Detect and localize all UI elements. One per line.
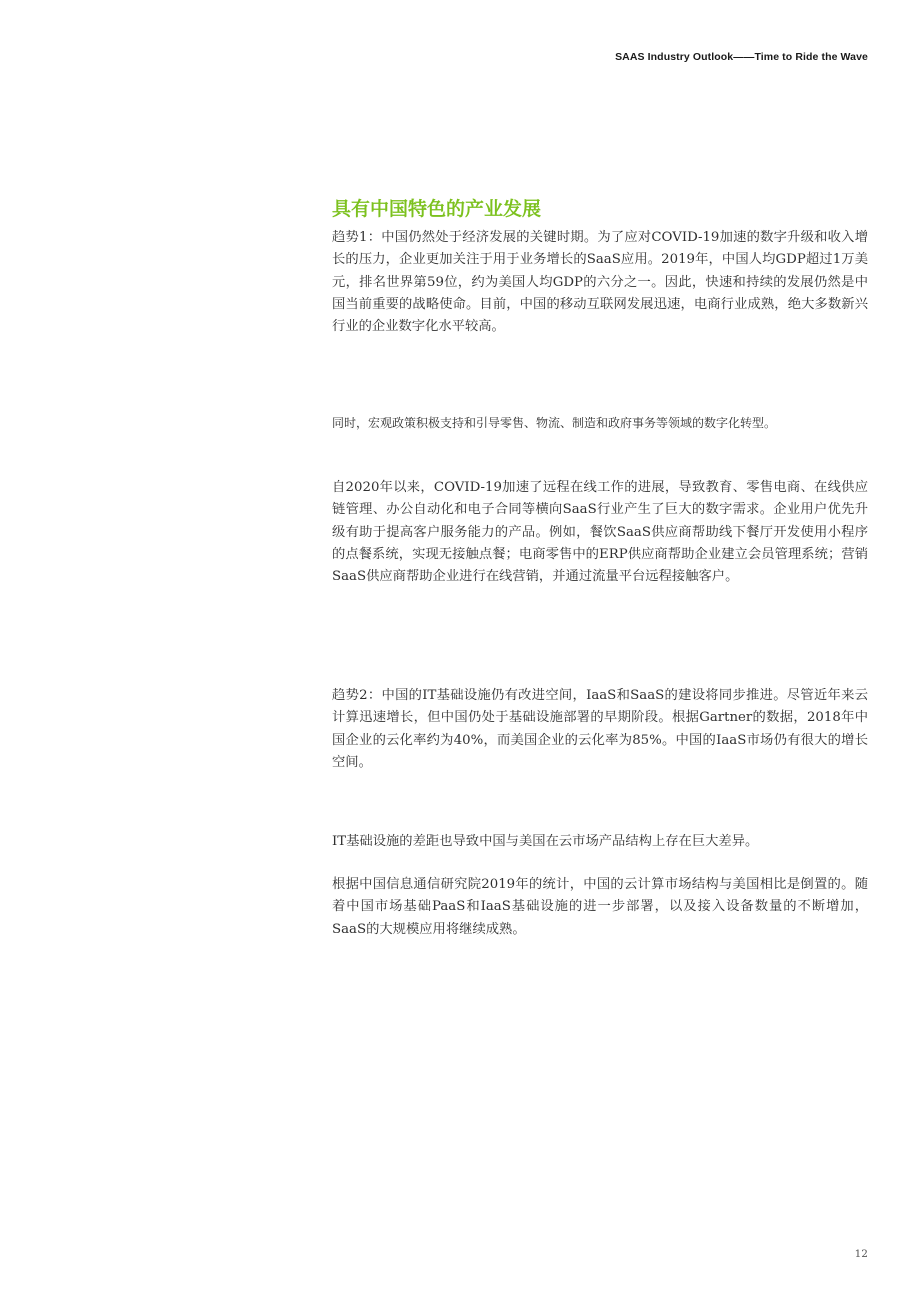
paragraph-trend-1: 趋势1：中国仍然处于经济发展的关键时期。为了应对COVID-19加速的数字升级和收入增长的压力，企业更加关注于用于业务增长的SaaS应用。2019年，中国人均GDP超过1万美元，排名世界第59位，约为美国人均GDP的六分之一。因此，快速和持续的发展仍然是中国当前重要的战略使命。目前，中国的移动互联网发展迅速，电商行业成熟，绝大多数新兴行业的企业数字化水平较高。: [332, 230, 868, 335]
paragraph-policy-support: 同时，宏观政策积极支持和引导零售、物流、制造和政府事务等领域的数字化转型。: [332, 416, 777, 430]
running-header: SAAS Industry Outlook——Time to Ride the Wave: [615, 51, 868, 63]
paragraph-covid-demand: 自2020年以来，COVID-19加速了远程在线工作的进展，导致教育、零售电商、在线供应链管理、办公自动化和电子合同等横向SaaS行业产生了巨大的数字需求。企业用户优先升级有助于提高客户服务能力的产品。例如，餐饮SaaS供应商帮助线下餐厅开发使用小程序的点餐系统，实现无接触点餐；电商零售中的ERP供应商帮助企业建立会员管理系统；营销SaaS供应商帮助企业进行在线营销，并通过流量平台远程接触客户。: [332, 480, 868, 585]
paragraph-trend-2: 趋势2：中国的IT基础设施仍有改进空间，IaaS和SaaS的建设将同步推进。尽管近年来云计算迅速增长，但中国仍处于基础设施部署的早期阶段。根据Gartner的数据，2018年中国企业的云化率约为40%，而美国企业的云化率为85%。中国的IaaS市场仍有很大的增长空间。: [332, 688, 868, 770]
page-number: 12: [854, 1248, 868, 1260]
paragraph-caict-statistics: 根据中国信息通信研究院2019年的统计，中国的云计算市场结构与美国相比是倒置的。随着中国市场基础PaaS和IaaS基础设施的进一步部署，以及接入设备数量的不断增加，SaaS的大规模应用将继续成熟。: [332, 877, 868, 937]
paragraph-it-gap: IT基础设施的差距也导致中国与美国在云市场产品结构上存在巨大差异。: [332, 834, 759, 849]
section-title: 具有中国特色的产业发展: [332, 198, 542, 220]
